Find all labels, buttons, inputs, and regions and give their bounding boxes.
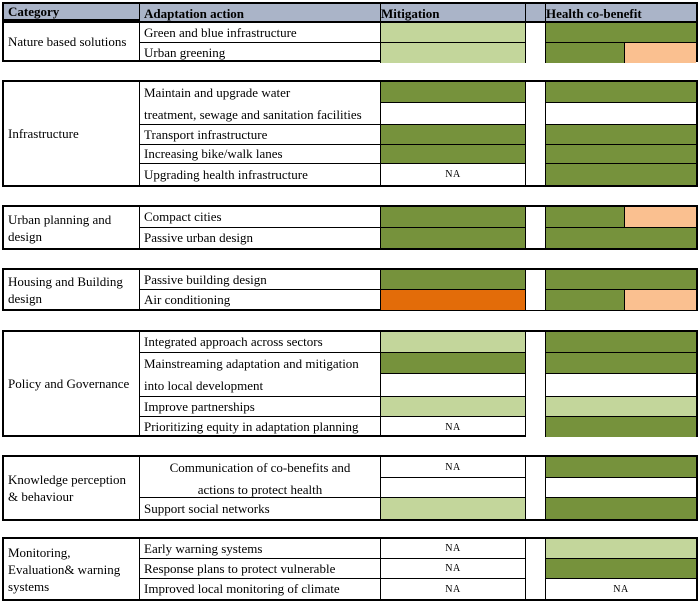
spacer-cell [526,579,545,599]
action-label: Green and blue infrastructure [144,24,297,40]
action-label: Compact cities [144,209,222,224]
action-cell [140,332,380,353]
spacer-cell [526,270,545,290]
category-label: Housing and Building design [8,273,123,306]
mitigation-cell [380,125,526,145]
health-split-right [625,43,696,63]
health-cell [545,498,696,519]
action-label: Transport infrastructure [144,126,268,142]
category-cell [4,332,140,435]
mitigation-cell [380,228,526,248]
mitigation-cell [380,457,526,498]
spacer-cell [526,417,545,437]
health-split-left [546,290,625,310]
spacer-cell [526,559,545,579]
spacer-cell [526,207,545,228]
health-cell [545,164,696,185]
section-urban-planning [2,205,698,250]
category-label: Nature based solutions [8,34,127,49]
health-cell [545,125,696,145]
mitigation-cell [380,270,526,290]
action-cell [140,207,380,228]
category-cell [4,539,140,599]
action-label: Prioritizing equity in adaptation planning [144,419,359,434]
health-cell [545,145,696,164]
health-cell-split [545,290,696,310]
health-half-fill [546,353,696,374]
category-label: Policy and Governance [8,376,130,391]
action-cell [140,43,380,63]
mitigation-cell [380,498,526,519]
header-category-label: Category [8,4,60,19]
health-half-fill [546,82,696,103]
spacer-cell [526,23,545,43]
category-label: Urban planning and design [8,211,112,244]
spacer-cell [526,457,545,498]
action-line: actions to protect health [197,482,323,497]
spacer-cell [526,539,545,559]
spacer-cell [526,353,545,397]
spacer-cell [526,228,545,248]
section-housing-building [2,268,698,311]
mitigation-cell [380,43,526,63]
health-cell [545,228,696,248]
header-health-label: Health co-benefit [546,6,642,21]
action-cell [140,164,380,185]
action-cell [140,82,380,125]
health-cell-split [545,43,696,63]
category-cell [4,457,140,519]
action-label: Increasing bike/walk lanes [144,146,283,161]
action-cell [140,579,380,599]
category-cell [4,23,140,60]
category-label: Infrastructure [8,126,79,141]
action-line: Mainstreaming adaptation and mitigation [144,356,359,371]
mitigation-half-fill [381,353,525,374]
action-label: Passive building design [144,271,267,287]
health-na-cell: NA [545,579,696,599]
health-cell [545,353,696,397]
action-label: Passive urban design [144,230,254,245]
mitigation-cell [380,82,526,125]
section-infrastructure [2,80,698,187]
action-label: Improved local monitoring of climate [144,581,340,596]
health-cell [545,457,696,498]
action-cell [140,457,380,498]
mitigation-na-cell: NA [380,164,526,185]
health-split-right [625,207,696,227]
action-label: Improve partnerships [144,398,255,414]
category-label: Monitoring, Evaluation& warning systems [8,544,121,594]
mitigation-na-cell: NA [380,579,526,599]
section-nature-based-solutions [2,21,698,62]
health-cell [545,23,696,43]
health-cell [545,417,696,437]
action-cell [140,498,380,519]
mitigation-cell [380,145,526,164]
action-line: into local development [144,378,264,393]
category-cell [4,82,140,185]
mitigation-na-cell: NA [380,539,526,559]
action-line: Maintain and upgrade water [144,85,291,100]
action-cell [140,145,380,164]
mitigation-cell [380,353,526,397]
action-label: Urban greening [144,45,226,60]
spacer-cell [526,332,545,353]
spacer-cell [526,82,545,125]
health-split-left [546,207,625,227]
spacer-cell [526,145,545,164]
header-category-cell [4,4,140,19]
mitigation-cell [380,23,526,43]
spacer-cell [526,164,545,185]
action-cell [140,559,380,579]
action-label: Air conditioning [144,292,231,307]
health-split-left [546,43,625,63]
section-policy-governance [2,330,698,437]
mitigation-na-cell: NA [380,417,526,437]
health-cell-split [545,207,696,228]
health-cell [545,559,696,579]
mitigation-half-na: NA [381,457,525,478]
spacer-cell [526,43,545,63]
action-cell [140,290,380,310]
health-cell [545,397,696,417]
action-cell [140,23,380,43]
action-label: Early warning systems [144,540,263,556]
header-mitigation-label: Mitigation [381,6,440,21]
health-cell [545,539,696,559]
spacer-cell [526,290,545,310]
health-half-fill [546,457,696,478]
action-label: Support social networks [144,500,270,516]
mitigation-cell [380,207,526,228]
action-cell [140,539,380,559]
action-line: treatment, sewage and sanitation facilities [144,107,362,122]
mitigation-cell [380,397,526,417]
spacer-cell [526,397,545,417]
health-cell [545,82,696,125]
action-cell [140,270,380,290]
category-cell [4,207,140,248]
action-line: Communication of co-benefits and [169,460,351,475]
section-monitoring-warning [2,537,698,601]
spacer-cell [526,125,545,145]
action-cell [140,397,380,417]
mitigation-cell [380,290,526,310]
mitigation-na-cell: NA [380,559,526,579]
section-knowledge-behaviour [2,455,698,521]
action-cell [140,417,380,437]
action-label: Upgrading health infrastructure [144,166,308,182]
table-header-row [2,2,698,21]
category-label: Knowledge perception & behaviour [8,472,127,504]
spacer-cell [526,498,545,519]
mitigation-half-fill [381,82,525,103]
health-cell [545,270,696,290]
health-cell [545,332,696,353]
action-cell [140,125,380,145]
action-label: Integrated approach across sectors [144,334,323,349]
category-cell [4,270,140,309]
action-label: Response plans to protect vulnerable [144,560,336,576]
header-action-label: Adaptation action [144,6,245,21]
mitigation-cell [380,332,526,353]
health-split-right [625,290,696,310]
action-cell [140,228,380,248]
action-cell [140,353,380,397]
